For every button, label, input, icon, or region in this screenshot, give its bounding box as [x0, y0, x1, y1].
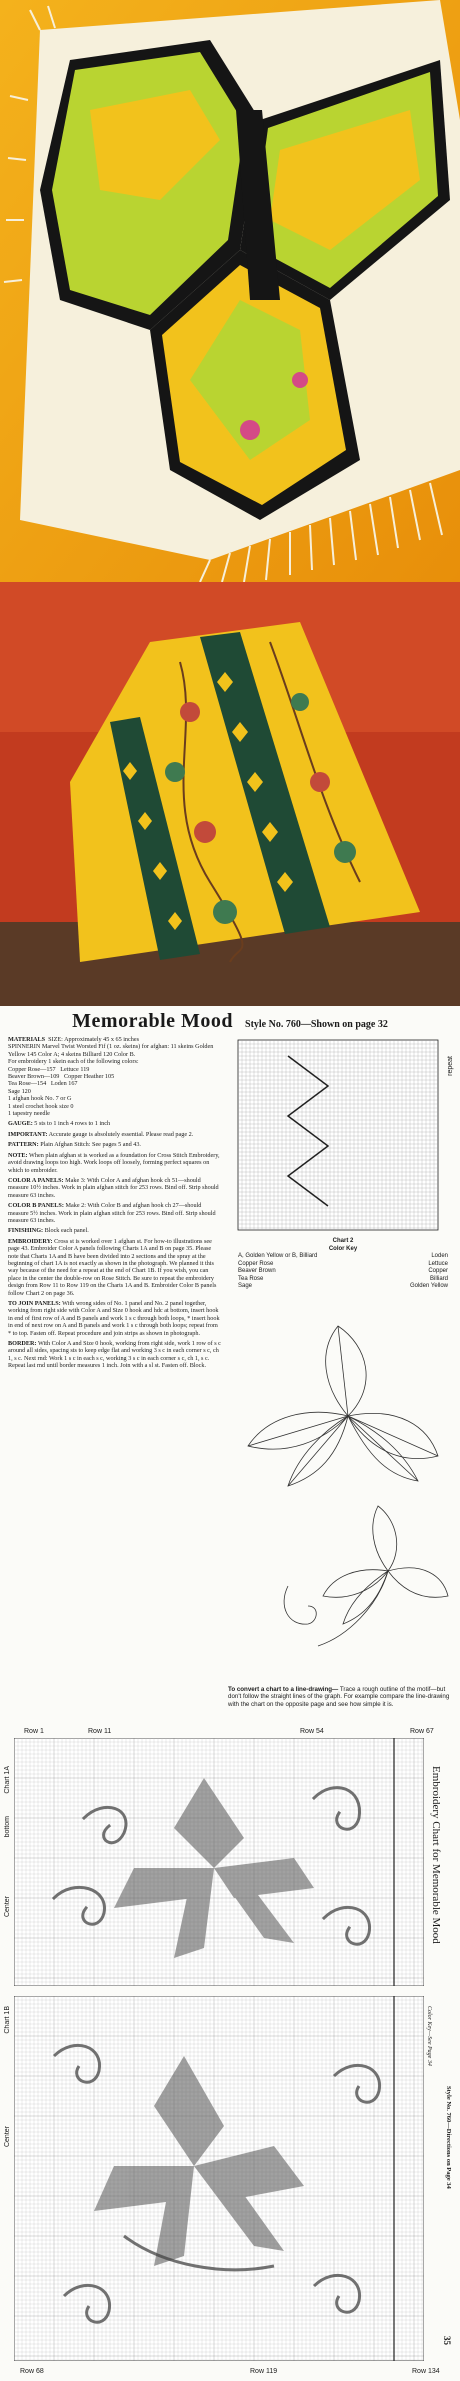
side-title: Embroidery Chart for Memorable Mood — [430, 1766, 442, 1944]
center-label: Center — [4, 2126, 11, 2148]
color-item: Loden 167 — [50, 1080, 78, 1088]
border-block — [8, 1340, 222, 1370]
key-item: Beaver Brown — [238, 1268, 276, 1274]
key-item: A, Golden Yellow or B, Billiard — [238, 1253, 318, 1259]
instructions-column — [8, 1036, 222, 1373]
finishing-label: FINISHING: — [8, 1227, 44, 1235]
color-item: Beaver Brown—109 — [8, 1073, 60, 1081]
color-a-label: COLOR A PANELS: — [8, 1176, 64, 1184]
chart2-area — [228, 1036, 454, 1236]
key-item: Golden Yellow — [409, 1283, 448, 1289]
side-subtitle: Style No. 760—Directions on Page 34 — [445, 2086, 452, 2189]
join-text: With wrong sides of No. 1 panel and No. 2 panel together, working from right side with Color A and Size 0 hook and hdc at bottom, insert hook in end of first row of A and B panels and work 1 s c through both loops, * insert hook in end of next row on A and B panels and work 1 s c through both loops; repeat from * to top. Fasten off. Repeat procedure and join strips as shown in photograph. — [8, 1300, 220, 1337]
key-row — [238, 1283, 448, 1291]
chart1a-label: Chart 1A — [4, 1766, 11, 1794]
pattern-text: Plain Afghan Stitch: See pages 5 and 43. — [40, 1141, 141, 1149]
needle-text: 1 tapestry needle — [8, 1110, 50, 1118]
border-text: With Color A and Size 0 hook, working from right side, work 1 row of s c around all sides, spacing sts to keep edge flat and working 3 s c in each corner s c, ch 1, s c. Next rnd: Work 1 s c in each s c, working 3 s c in each corner s c, ch 1, s c. Repeat last rnd until border measures 1 inch. Join with a sl st. Fasten off. Block. — [8, 1340, 221, 1370]
note-text: When plain afghan st is worked as a foundation for Cross Stitch Embroidery, avoid drawing loops too high. Work loops off loosely, forming perfect squares on which to embroider. — [8, 1151, 220, 1174]
leaf-line-drawing — [228, 1306, 454, 1676]
color-item: Tea Rose—154 — [8, 1080, 47, 1088]
style-line: Style No. 760—Shown on page 32 — [245, 1019, 388, 1030]
embroidery-block — [8, 1238, 222, 1297]
repeat-label: repeat — [447, 1056, 454, 1076]
vine-afghan-photo — [0, 582, 460, 1006]
gauge-block — [8, 1120, 222, 1127]
hook-text: 1 afghan hook No. 7 or G — [8, 1095, 72, 1103]
convert-text: Trace a rough outline of the motif—but don't follow the straight lines of the graph. For example compare the line-drawing with the chart on the opposite page and see how simple it is. — [228, 1686, 450, 1708]
key-item: Copper Rose — [238, 1260, 274, 1267]
center-label: Center — [4, 1896, 11, 1918]
convert-lead: To convert a chart to a line-drawing— — [228, 1686, 339, 1693]
key-item: Loden — [431, 1253, 448, 1259]
embroidery-label: EMBROIDERY: — [8, 1237, 53, 1245]
note-block — [8, 1152, 222, 1174]
color-key — [238, 1238, 448, 1291]
key-row — [238, 1268, 448, 1276]
key-row — [238, 1253, 448, 1261]
key-item: Copper — [428, 1268, 448, 1274]
bottom-label: bottom — [4, 1816, 11, 1838]
color-a-text: Make 3: With Color A and afghan hook ch 51—should measure 10½ inches. Work in plain afghan stitch for 253 rows. Bind off. Strip should measure 63 inches. — [8, 1176, 219, 1199]
color-b-block — [8, 1202, 222, 1224]
gauge-text: 5 sts to 1 inch 4 rows to 1 inch — [34, 1120, 111, 1128]
size-text: SIZE: Approximately 45 x 65 inches — [48, 1036, 140, 1043]
crochet-hook-text: 1 steel crochet hook size 0 — [8, 1102, 74, 1110]
important-text: Accurate gauge is absolutely essential. Please read page 2. — [48, 1130, 194, 1138]
important-block — [8, 1131, 222, 1138]
note-label: NOTE: — [8, 1151, 28, 1159]
finishing-block — [8, 1227, 222, 1234]
border-label: BORDER: — [8, 1340, 37, 1348]
embroidery-colors-intro: For embroidery 1 skein each of the following colors: — [8, 1058, 139, 1066]
row-label: Row 54 — [300, 1728, 324, 1735]
pattern-block — [8, 1141, 222, 1148]
row-label: Row 134 — [412, 2368, 440, 2375]
chart2-title: Chart 2 — [332, 1238, 354, 1244]
key-item: Sage — [238, 1283, 253, 1289]
pattern-label: PATTERN: — [8, 1141, 39, 1149]
page-number: 35 — [442, 2336, 452, 2345]
pattern-document — [0, 1006, 460, 2381]
row-label: Row 11 — [88, 1728, 112, 1735]
yarn-text: SPINNERIN Marvel Twist Worsted Fif (1 oz. skeins) for afghan: 11 skeins Golden Yellow 145 Color A; 4 skeins Billiard 120 Color B. — [8, 1043, 214, 1058]
row-label: Row 68 — [20, 2368, 44, 2375]
materials-block — [8, 1036, 222, 1117]
finishing-text: Block each panel. — [44, 1227, 89, 1235]
materials-label: MATERIALS — [8, 1036, 46, 1043]
key-row — [238, 1261, 448, 1269]
color-item: Sage 120 — [8, 1087, 31, 1095]
side-key-ref: Color Key—See Page 34 — [426, 2006, 432, 2066]
page-header — [60, 1010, 400, 1033]
color-b-label: COLOR B PANELS: — [8, 1202, 64, 1210]
key-row — [238, 1276, 448, 1284]
chart1a-grid — [14, 1738, 424, 1986]
key-item: Tea Rose — [238, 1275, 264, 1282]
row-label: Row 1 — [24, 1728, 44, 1735]
color-key-title: Color Key — [328, 1245, 358, 1252]
color-item: Lettuce 119 — [60, 1065, 90, 1073]
butterfly-afghan-photo — [0, 0, 460, 582]
chart1b-grid — [14, 1996, 424, 2361]
row-label: Row 67 — [410, 1728, 434, 1735]
join-block — [8, 1300, 222, 1337]
key-item: Billiard — [429, 1275, 448, 1282]
gauge-label: GAUGE: — [8, 1120, 33, 1128]
embroidery-text: Cross st is worked over 1 afghan st. For how-to illustrations see page 43. Embroider Color A panels following Charts 1A and B on page 35. Please note that Charts 1A and B have been divided into 2 sections and the spray at the beginning of chart 1A is not exactly as shown in the photograph. We planned it this way because of the need for a repeat at the end of Chart 1B. If you wish, you can place in the center the double-row on Rose Stitch. Be sure to repeat the embroidery design from Row 11 to Row 119 on the Charts 1A and B. Embroider Color B panels follow Chart 2 on page 36. — [8, 1237, 217, 1297]
color-item: Copper Heather 105 — [64, 1073, 115, 1081]
color-b-text: Make 2: With Color B and afghan hook ch 27—should measure 5½ inches. Work in plain afghan stitch for 253 rows. Bind off. Strip should measure 63 inches. — [8, 1202, 216, 1224]
row-label: Row 119 — [250, 2368, 278, 2375]
color-item: Copper Rose—157 — [8, 1065, 56, 1073]
key-item: Lettuce — [428, 1260, 448, 1267]
color-a-block — [8, 1177, 222, 1199]
important-label: IMPORTANT: — [8, 1130, 48, 1138]
page-title: Memorable Mood — [72, 1010, 234, 1032]
chart1b-label: Chart 1B — [4, 2006, 11, 2034]
chart2-grid — [228, 1036, 454, 1236]
join-label: TO JOIN PANELS: — [8, 1300, 61, 1307]
convert-instructions — [228, 1686, 454, 1708]
